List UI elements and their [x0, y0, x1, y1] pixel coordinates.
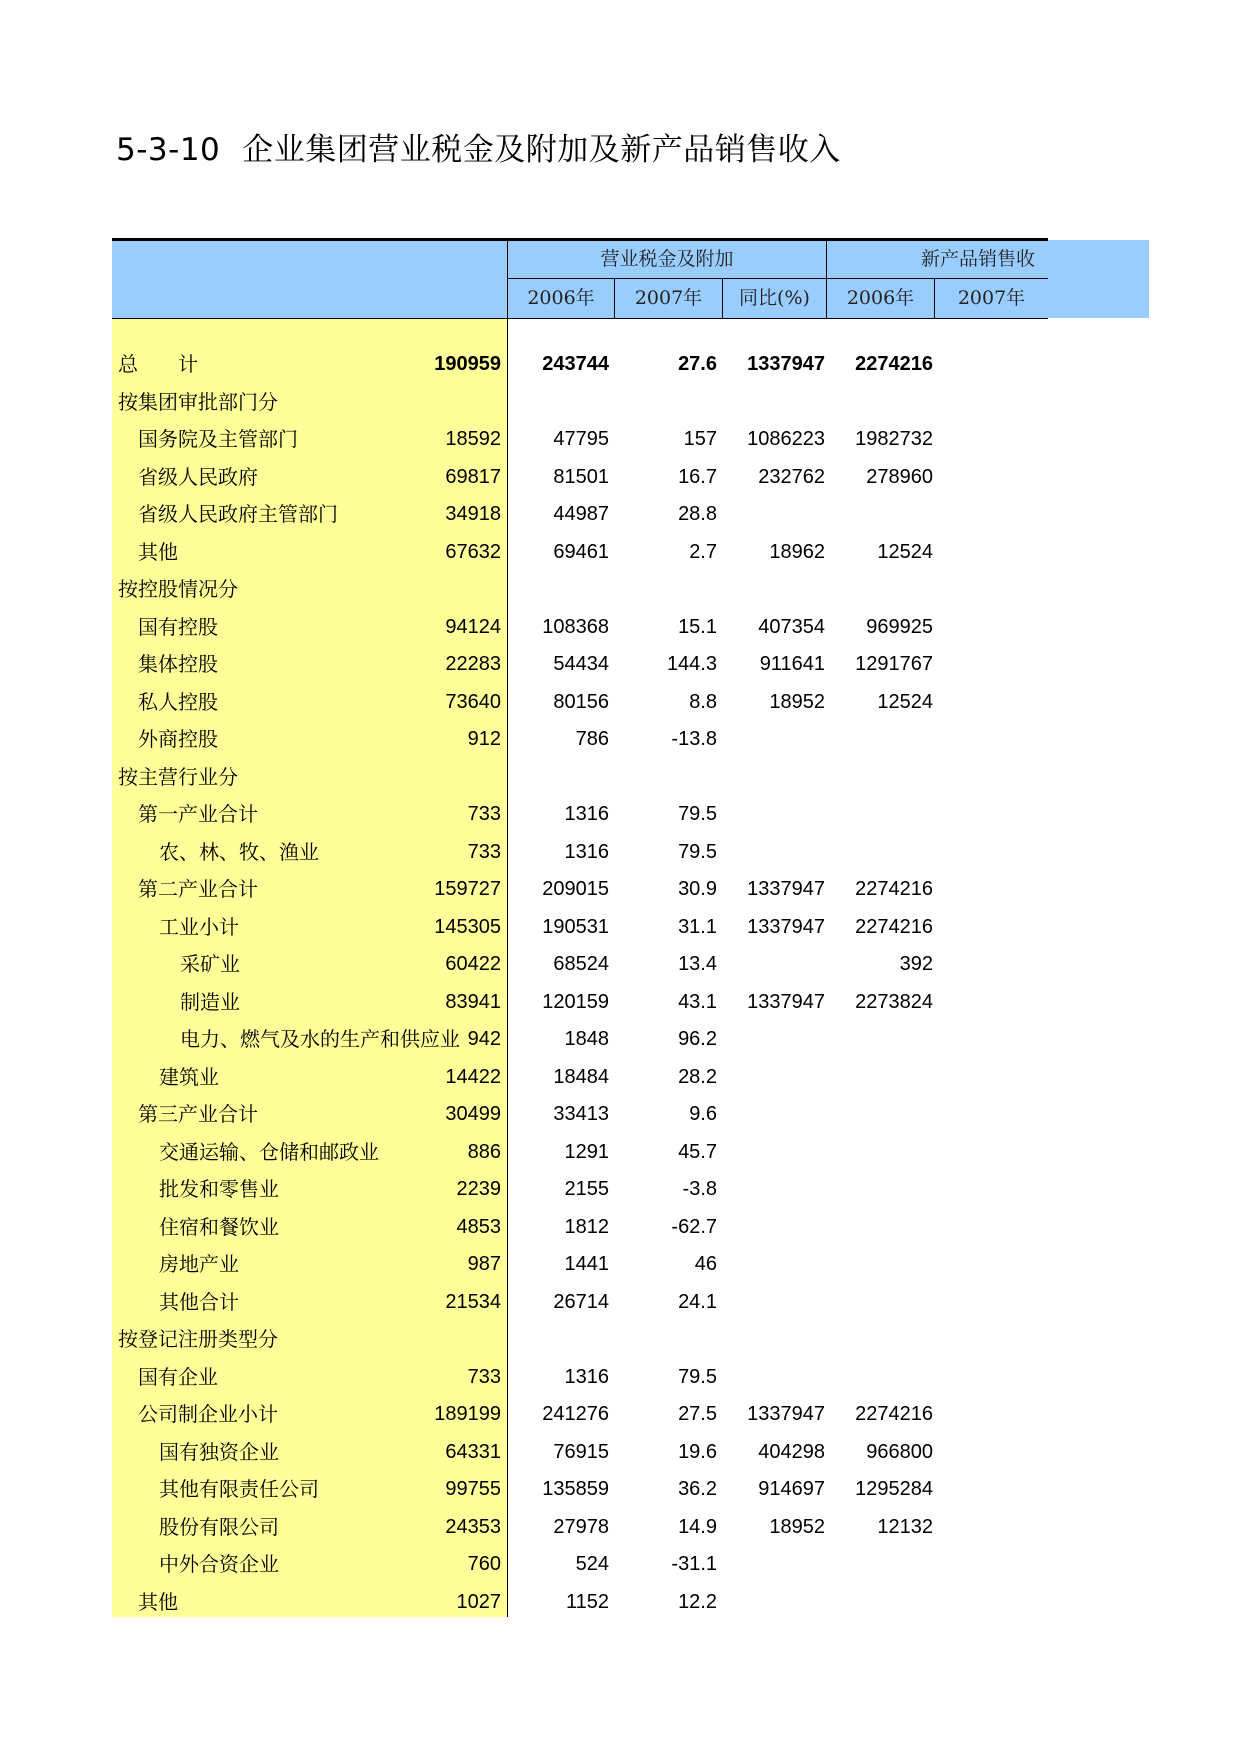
- cell-value: 241276: [542, 1403, 609, 1425]
- table-row: [112, 759, 1048, 797]
- cell-value: 24.1: [678, 1290, 717, 1313]
- table-row: [112, 571, 1048, 609]
- row-label: 国务院及主管部门: [138, 427, 298, 451]
- cell-value: 18952: [769, 690, 825, 713]
- row-label: 按集团审批部门分: [118, 389, 278, 414]
- table-row: [112, 496, 1048, 534]
- row-label: 总 计: [118, 352, 198, 376]
- cell-value: 2274216: [855, 878, 933, 900]
- cell-value: 21534: [445, 1290, 501, 1313]
- table-row: [112, 1059, 1048, 1097]
- cell-value: 159727: [434, 878, 501, 900]
- cell-value: 1337947: [747, 353, 825, 375]
- row-label: 省级人民政府主管部门: [138, 502, 338, 526]
- cell-value: 79.5: [678, 840, 717, 863]
- cell-value: 27978: [553, 1515, 609, 1538]
- cell-value: 18952: [769, 1515, 825, 1538]
- row-label: 工业小计: [159, 914, 239, 939]
- cell-value: 22283: [445, 653, 501, 675]
- cell-value: 135859: [542, 1478, 609, 1500]
- cell-value: 18962: [769, 540, 825, 563]
- cell-value: 94124: [445, 615, 501, 638]
- row-label: 国有企业: [138, 1364, 218, 1389]
- cell-value: 26714: [553, 1290, 609, 1313]
- cell-value: 912: [467, 728, 501, 750]
- cell-value: 54434: [553, 653, 609, 675]
- cell-value: 8.8: [689, 690, 717, 713]
- cell-value: 31.1: [678, 915, 717, 938]
- row-label: 建筑业: [159, 1064, 219, 1089]
- row-label: 股份有限公司: [159, 1514, 279, 1539]
- row-label: 制造业: [180, 989, 240, 1014]
- cell-value: 1027: [456, 1590, 501, 1613]
- row-label: 其他: [138, 1589, 178, 1614]
- table-row: [112, 796, 1048, 834]
- cell-value: 157: [683, 428, 717, 450]
- cell-value: 911641: [759, 653, 825, 675]
- table-row: [112, 834, 1048, 872]
- cell-value: 108368: [542, 615, 609, 638]
- cell-value: 4853: [456, 1215, 501, 1238]
- header-col-yoy: 同比(%): [739, 287, 810, 309]
- table-row: [112, 909, 1048, 947]
- cell-value: 969925: [866, 615, 933, 638]
- cell-value: 60422: [445, 953, 501, 975]
- cell-value: 886: [467, 1140, 501, 1163]
- cell-value: 1441: [564, 1253, 609, 1275]
- cell-value: 2274216: [855, 1403, 933, 1425]
- cell-value: 392: [899, 953, 933, 975]
- cell-value: 786: [575, 728, 609, 750]
- cell-value: 69461: [553, 540, 609, 563]
- header-col-2006-tax: 2006年: [527, 287, 595, 309]
- header-group-tax: 营业税金及附加: [600, 248, 734, 270]
- cell-value: 189199: [434, 1403, 501, 1425]
- table-row: [112, 1434, 1048, 1472]
- cell-value: 2273824: [855, 990, 933, 1013]
- table-row: [112, 1171, 1048, 1209]
- table-row: [112, 1284, 1048, 1322]
- cell-value: 14422: [445, 1065, 501, 1088]
- row-label: 私人控股: [138, 689, 218, 714]
- cell-value: 27.5: [678, 1403, 717, 1425]
- cell-value: 83941: [445, 990, 501, 1013]
- table-row: [112, 984, 1048, 1022]
- cell-value: 44987: [553, 503, 609, 525]
- row-label: 其他: [138, 539, 178, 564]
- cell-value: 733: [467, 1365, 501, 1388]
- cell-value: 34918: [445, 503, 501, 525]
- cell-value: 1152: [565, 1590, 609, 1613]
- cell-value: 1316: [564, 840, 609, 863]
- table-number: 5-3-10: [116, 132, 221, 168]
- table-row: [112, 346, 1048, 384]
- cell-value: 76915: [553, 1440, 609, 1463]
- cell-value: 96.2: [678, 1028, 717, 1050]
- row-label: 其他合计: [159, 1289, 239, 1314]
- row-label: 按主营行业分: [118, 764, 238, 789]
- cell-value: 190531: [542, 915, 609, 938]
- cell-value: 243744: [542, 353, 609, 375]
- table-row: [112, 1359, 1048, 1397]
- row-label: 批发和零售业: [159, 1177, 279, 1201]
- cell-value: 18592: [445, 428, 501, 450]
- cell-value: 987: [467, 1253, 501, 1275]
- row-label: 第一产业合计: [138, 802, 258, 826]
- cell-value: 2274216: [855, 353, 933, 375]
- cell-value: 43.1: [678, 990, 717, 1013]
- cell-value: 524: [575, 1553, 609, 1575]
- cell-value: 1848: [564, 1028, 609, 1050]
- cell-value: 36.2: [678, 1478, 717, 1500]
- cell-value: 28.8: [678, 503, 717, 525]
- cell-value: 1291: [564, 1140, 609, 1163]
- cell-value: 1316: [564, 803, 609, 825]
- cell-value: -3.8: [682, 1178, 717, 1200]
- cell-value: 79.5: [678, 1365, 717, 1388]
- cell-value: 2274216: [855, 915, 933, 938]
- cell-value: 1316: [564, 1365, 609, 1388]
- cell-value: 68524: [553, 953, 609, 975]
- table-row: [112, 871, 1048, 909]
- cell-value: 14.9: [678, 1515, 717, 1538]
- cell-value: 1812: [564, 1215, 609, 1238]
- cell-value: 27.6: [678, 353, 717, 375]
- row-label: 第三产业合计: [138, 1102, 258, 1126]
- table-row: [112, 1134, 1048, 1172]
- table-row: [112, 459, 1048, 497]
- table-row: [112, 646, 1048, 684]
- cell-value: 404298: [758, 1440, 825, 1463]
- cell-value: 209015: [542, 878, 609, 900]
- cell-value: 30.9: [678, 878, 717, 900]
- cell-value: 120159: [542, 990, 609, 1013]
- cell-value: 69817: [445, 465, 501, 488]
- page-title: [116, 124, 841, 169]
- cell-value: 1337947: [747, 878, 825, 900]
- table-row: [112, 684, 1048, 722]
- table-row: [112, 1396, 1048, 1434]
- cell-value: 278960: [866, 465, 933, 488]
- cell-value: 64331: [445, 1440, 501, 1463]
- cell-value: 1086223: [747, 428, 825, 450]
- header-col-2007-tax: 2007年: [634, 287, 703, 309]
- cell-value: 18484: [553, 1065, 609, 1088]
- cell-value: 46: [694, 1253, 717, 1275]
- cell-value: 80156: [553, 690, 609, 713]
- cell-value: 24353: [445, 1515, 501, 1538]
- row-label: 按登记注册类型分: [118, 1327, 278, 1351]
- cell-value: 19.6: [678, 1440, 717, 1463]
- row-label: 房地产业: [159, 1252, 239, 1276]
- row-label: 中外合资企业: [159, 1552, 279, 1576]
- cell-value: 145305: [434, 915, 501, 938]
- cell-value: 2155: [564, 1178, 609, 1200]
- cell-value: 232762: [758, 465, 825, 488]
- row-label: 国有控股: [138, 614, 218, 639]
- cell-value: -62.7: [671, 1215, 717, 1238]
- table-row: [112, 1321, 1048, 1359]
- row-label: 电力、燃气及水的生产和供应业: [180, 1027, 460, 1051]
- cell-value: 2.7: [689, 540, 717, 563]
- row-label: 集体控股: [138, 652, 218, 676]
- cell-value: 15.1: [678, 615, 717, 638]
- row-label: 公司制企业小计: [138, 1402, 278, 1426]
- header-group-newproduct: 新产品销售收: [921, 248, 1036, 270]
- row-label: 省级人民政府: [138, 464, 258, 489]
- cell-value: 2239: [456, 1178, 501, 1200]
- table-row: [112, 1209, 1048, 1247]
- header-col-2006-new: 2006年: [846, 287, 915, 309]
- table-row: [112, 1246, 1048, 1284]
- row-label: 国有独资企业: [159, 1439, 279, 1464]
- table-row: [112, 1096, 1048, 1134]
- cell-value: 1337947: [747, 990, 825, 1013]
- cell-value: -31.1: [671, 1553, 717, 1575]
- table-row: [112, 1021, 1048, 1059]
- table-row: [112, 946, 1048, 984]
- row-label: 农、林、牧、渔业: [159, 839, 319, 864]
- cell-value: 190959: [434, 353, 501, 375]
- row-label: 交通运输、仓储和邮政业: [159, 1139, 379, 1164]
- cell-value: 914697: [758, 1478, 825, 1500]
- row-label: 采矿业: [180, 952, 240, 976]
- cell-value: -13.8: [671, 728, 717, 750]
- cell-value: 9.6: [689, 1103, 717, 1125]
- cell-value: 760: [467, 1553, 501, 1575]
- table-title: 企业集团营业税金及附加及新产品销售收入: [242, 132, 841, 168]
- table-row: [112, 1546, 1048, 1584]
- cell-value: 144.3: [666, 653, 717, 675]
- cell-value: 733: [467, 840, 501, 863]
- cell-value: 12.2: [678, 1590, 717, 1613]
- cell-value: 1982732: [855, 428, 933, 450]
- cell-value: 966800: [866, 1440, 933, 1463]
- table-row: [112, 384, 1048, 422]
- table-row: [112, 1509, 1048, 1547]
- cell-value: 1337947: [747, 915, 825, 938]
- cell-value: 407354: [758, 615, 825, 638]
- cell-value: 1291767: [855, 653, 933, 675]
- row-label: 外商控股: [138, 727, 218, 751]
- header-col-2007-new: 2007年: [957, 287, 1026, 309]
- cell-value: 12132: [877, 1515, 933, 1538]
- cell-value: 99755: [445, 1478, 501, 1500]
- row-label: 第二产业合计: [138, 877, 258, 901]
- cell-value: 73640: [445, 690, 501, 713]
- row-label: 其他有限责任公司: [159, 1477, 319, 1501]
- cell-value: 81501: [553, 465, 609, 488]
- table-row: [112, 1471, 1048, 1509]
- table-row: [112, 421, 1048, 459]
- cell-value: 45.7: [678, 1140, 717, 1163]
- row-label: 按控股情况分: [118, 577, 238, 601]
- table-row: [112, 609, 1048, 647]
- cell-value: 67632: [445, 540, 501, 563]
- table-row: [112, 721, 1048, 759]
- cell-value: 30499: [445, 1103, 501, 1125]
- cell-value: 1337947: [747, 1403, 825, 1425]
- cell-value: 79.5: [678, 803, 717, 825]
- table-row: [112, 1584, 1048, 1622]
- cell-value: 16.7: [678, 465, 717, 488]
- cell-value: 12524: [877, 540, 933, 563]
- cell-value: 733: [467, 803, 501, 825]
- cell-value: 1295284: [855, 1478, 933, 1500]
- cell-value: 12524: [877, 690, 933, 713]
- table-row: [112, 534, 1048, 572]
- cell-value: 942: [467, 1028, 501, 1050]
- table-body: [112, 346, 1048, 1621]
- cell-value: 47795: [553, 428, 609, 450]
- cell-value: 33413: [553, 1103, 609, 1125]
- row-label: 住宿和餐饮业: [159, 1214, 279, 1239]
- cell-value: 28.2: [678, 1065, 717, 1088]
- cell-value: 13.4: [678, 953, 717, 975]
